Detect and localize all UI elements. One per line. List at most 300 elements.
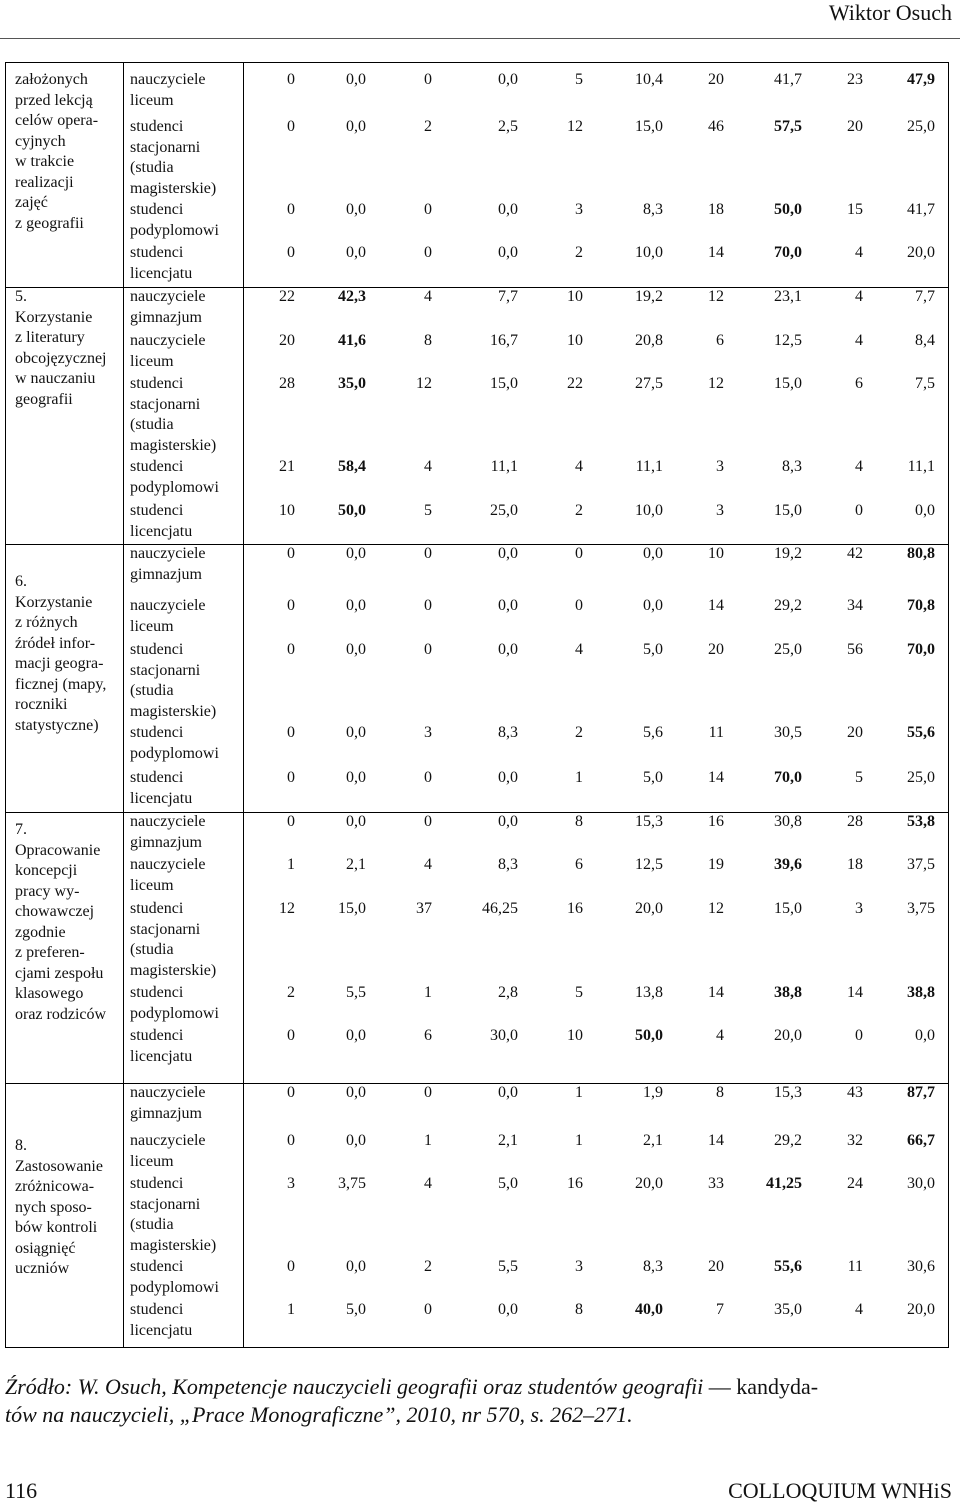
data-cell: 8: [424, 332, 432, 349]
respondent-group: [130, 768, 270, 809]
data-cell: 46: [708, 118, 724, 135]
topic-text: macji geogra-: [15, 655, 104, 672]
data-cell: 20,0: [907, 1301, 935, 1318]
respondent-group: [130, 457, 270, 498]
data-cell: 23: [847, 71, 863, 88]
data-cell: 14: [708, 769, 724, 786]
group-label: studenci: [130, 375, 184, 392]
data-cell: 0: [424, 813, 432, 830]
data-cell: 5,6: [643, 724, 663, 741]
data-cell: 0: [287, 545, 295, 562]
group-label: stacjonarni: [130, 920, 201, 938]
data-cell: 53,8: [907, 813, 935, 830]
group-label: nauczyciele: [130, 813, 206, 830]
data-cell: 19,2: [774, 545, 802, 562]
group-label: stacjonarni: [130, 395, 201, 413]
data-cell: 0: [424, 769, 432, 786]
data-cell: 7: [716, 1301, 724, 1318]
data-cell: 20,0: [907, 244, 935, 261]
topic-text: roczniki: [15, 696, 68, 713]
data-cell: 0,0: [346, 244, 366, 261]
data-cell: 5,5: [346, 984, 366, 1001]
data-cell: 7,5: [915, 375, 935, 392]
data-cell: 10,4: [635, 71, 663, 88]
group-label: studenci: [130, 1175, 184, 1192]
data-cell: 5,0: [498, 1175, 518, 1192]
respondent-group: [130, 1174, 270, 1256]
data-cell: 14: [708, 244, 724, 261]
data-cell: 1: [424, 984, 432, 1001]
topic-cell: [15, 1136, 123, 1280]
data-cell: 13,8: [635, 984, 663, 1001]
data-cell: 8: [575, 813, 583, 830]
data-cell: 14: [708, 984, 724, 1001]
data-cell: 20: [708, 71, 724, 88]
data-cell: 3: [424, 724, 432, 741]
data-cell: 1: [575, 1084, 583, 1101]
data-cell: 70,8: [907, 597, 935, 614]
group-label: studenci: [130, 244, 184, 261]
respondent-group: [130, 596, 270, 637]
topic-text: pracy wy-: [15, 882, 80, 900]
data-cell: 4: [424, 288, 432, 305]
data-cell: 20,0: [635, 900, 663, 917]
data-cell: 11: [708, 724, 724, 741]
respondent-group: [130, 983, 270, 1024]
data-cell: 12: [567, 118, 583, 135]
topic-text: zróżnicowa-: [15, 1178, 95, 1195]
data-cell: 30,8: [774, 813, 802, 830]
header-author: Wiktor Osuch: [828, 0, 952, 25]
topic-text: przed lekcją: [15, 91, 93, 109]
data-cell: 3,75: [338, 1175, 366, 1192]
data-cell: 0: [287, 1027, 295, 1044]
data-cell: 0,0: [346, 1132, 366, 1149]
group-label: studenci: [130, 1258, 184, 1275]
data-cell: 0,0: [346, 1027, 366, 1044]
data-cell: 20: [279, 332, 295, 349]
group-label: studenci: [130, 769, 184, 786]
data-cell: 11,1: [635, 458, 663, 475]
data-cell: 32: [847, 1132, 863, 1149]
data-cell: 8,3: [498, 856, 518, 873]
group-label: studenci: [130, 502, 184, 519]
data-cell: 30,6: [907, 1258, 935, 1275]
data-cell: 0,0: [498, 769, 518, 786]
data-cell: 8: [716, 1084, 724, 1101]
topic-text: źródeł infor-: [15, 634, 96, 652]
data-cell: 29,2: [774, 1132, 802, 1149]
respondent-group: [130, 855, 270, 896]
source-citation-line2: tów na nauczycieli, „Prace Monograficzne”, 2010, nr 570, s. 262–271.: [5, 1402, 633, 1427]
group-label: magisterskie): [130, 702, 217, 720]
data-cell: 28: [847, 813, 863, 830]
group-label: (studia: [130, 159, 174, 176]
topic-text: Korzystanie: [15, 593, 93, 611]
respondent-group: [130, 374, 270, 456]
data-cell: 0,0: [346, 1258, 366, 1275]
data-cell: 3: [575, 201, 583, 218]
topic-cell: [15, 820, 123, 1025]
data-cell: 1: [287, 1301, 295, 1318]
respondent-group: [130, 1131, 270, 1172]
group-label: liceum: [130, 352, 174, 370]
data-cell: 35,0: [338, 375, 366, 392]
data-cell: 15,3: [774, 1084, 802, 1101]
topic-text: cjami zespołu: [15, 964, 104, 982]
data-cell: 0: [424, 244, 432, 261]
data-cell: 18: [708, 201, 724, 218]
data-cell: 6: [575, 856, 583, 873]
data-cell: 80,8: [907, 545, 935, 562]
data-cell: 42,3: [338, 288, 366, 305]
data-cell: 0,0: [498, 545, 518, 562]
data-cell: 55,6: [907, 724, 935, 741]
group-label: gimnazjum: [130, 308, 202, 326]
group-label: licencjatu: [130, 789, 193, 807]
data-cell: 6: [424, 1027, 432, 1044]
data-cell: 2: [424, 118, 432, 135]
data-cell: 20,0: [635, 1175, 663, 1192]
data-table: [5, 62, 949, 1348]
group-label: liceum: [130, 876, 174, 894]
header-rule: [0, 38, 960, 39]
topic-text: oraz rodziców: [15, 1005, 107, 1023]
data-cell: 2: [287, 984, 295, 1001]
group-label: magisterskie): [130, 961, 217, 979]
data-cell: 8,4: [915, 332, 935, 349]
data-cell: 41,6: [338, 332, 366, 349]
data-cell: 25,0: [490, 502, 518, 519]
data-cell: 19,2: [635, 288, 663, 305]
data-cell: 39,6: [774, 856, 802, 873]
data-cell: 34: [847, 597, 863, 614]
data-cell: 20: [708, 1258, 724, 1275]
source-dash: — kandyda-: [708, 1374, 819, 1399]
data-cell: 4: [855, 1301, 863, 1318]
data-cell: 0,0: [346, 724, 366, 741]
data-cell: 87,7: [907, 1084, 935, 1101]
group-label: magisterskie): [130, 436, 217, 454]
data-cell: 8,3: [643, 1258, 663, 1275]
group-label: (studia: [130, 682, 174, 699]
data-cell: 30,0: [490, 1027, 518, 1044]
topic-text: Zastosowanie: [15, 1157, 103, 1175]
data-cell: 55,6: [774, 1258, 802, 1275]
data-cell: 10,0: [635, 244, 663, 261]
topic-text: nych sposo-: [15, 1198, 92, 1216]
topic-text: ficznej (mapy,: [15, 675, 107, 693]
data-cell: 15,3: [635, 813, 663, 830]
group-label: podyplomowi: [130, 221, 219, 239]
data-cell: 2,5: [498, 118, 518, 135]
data-cell: 14: [847, 984, 863, 1001]
group-label: magisterskie): [130, 179, 217, 197]
group-label: nauczyciele: [130, 1132, 206, 1149]
data-cell: 3: [716, 502, 724, 519]
data-cell: 12: [279, 900, 295, 917]
topic-text: z preferen-: [15, 944, 85, 961]
data-cell: 15,0: [635, 118, 663, 135]
data-cell: 0,0: [346, 201, 366, 218]
respondent-group: [130, 1257, 270, 1298]
group-label: podyplomowi: [130, 1278, 219, 1296]
data-cell: 2,1: [643, 1132, 663, 1149]
data-cell: 6: [716, 332, 724, 349]
data-cell: 5,0: [643, 769, 663, 786]
data-cell: 21: [279, 458, 295, 475]
respondent-group: [130, 501, 270, 542]
data-cell: 25,0: [907, 118, 935, 135]
data-cell: 38,8: [907, 984, 935, 1001]
respondent-group: [130, 1300, 270, 1341]
data-cell: 0: [287, 244, 295, 261]
data-cell: 0: [287, 118, 295, 135]
topic-text: z różnych: [15, 614, 78, 631]
data-cell: 50,0: [774, 201, 802, 218]
data-cell: 0: [424, 71, 432, 88]
data-cell: 25,0: [907, 769, 935, 786]
data-cell: 0,0: [346, 118, 366, 135]
data-cell: 2,1: [498, 1132, 518, 1149]
group-label: studenci: [130, 118, 184, 135]
respondent-group: [130, 331, 270, 372]
group-label: studenci: [130, 1027, 184, 1044]
data-cell: 1: [287, 856, 295, 873]
data-cell: 15,0: [774, 502, 802, 519]
topic-text: geografii: [15, 390, 73, 408]
data-cell: 0,0: [498, 201, 518, 218]
topic-text: zgodnie: [15, 923, 66, 941]
topic-cell: [15, 287, 123, 410]
data-cell: 27,5: [635, 375, 663, 392]
respondent-group: [130, 544, 270, 585]
group-label: podyplomowi: [130, 744, 219, 762]
group-label: liceum: [130, 617, 174, 635]
group-label: licencjatu: [130, 522, 193, 540]
journal-name: COLLOQUIUM WNHiS: [728, 1478, 952, 1503]
data-cell: 16: [708, 813, 724, 830]
data-cell: 15,0: [774, 375, 802, 392]
group-label: magisterskie): [130, 1236, 217, 1254]
data-cell: 33: [708, 1175, 724, 1192]
data-cell: 43: [847, 1084, 863, 1101]
data-cell: 0: [287, 201, 295, 218]
data-cell: 4: [716, 1027, 724, 1044]
data-cell: 3: [855, 900, 863, 917]
data-cell: 1: [424, 1132, 432, 1149]
data-cell: 0,0: [498, 597, 518, 614]
topic-text: 7.: [15, 821, 27, 838]
topic-text: bów kontroli: [15, 1219, 98, 1236]
data-cell: 19: [708, 856, 724, 873]
table-border-bottom: [5, 1347, 949, 1348]
data-cell: 12: [416, 375, 432, 392]
group-label: nauczyciele: [130, 332, 206, 349]
group-label: nauczyciele: [130, 71, 206, 88]
data-cell: 38,8: [774, 984, 802, 1001]
topic-text: 6.: [15, 573, 27, 590]
data-cell: 25,0: [774, 641, 802, 658]
data-cell: 5,5: [498, 1258, 518, 1275]
data-cell: 40,0: [635, 1301, 663, 1318]
data-cell: 0,0: [643, 545, 663, 562]
group-label: nauczyciele: [130, 1084, 206, 1101]
data-cell: 11,1: [490, 458, 518, 475]
data-cell: 5,0: [346, 1301, 366, 1318]
data-cell: 8,3: [643, 201, 663, 218]
respondent-group: [130, 117, 270, 199]
respondent-group: [130, 640, 270, 722]
topic-cell: [15, 572, 123, 736]
data-cell: 70,0: [774, 244, 802, 261]
data-cell: 3: [575, 1258, 583, 1275]
data-cell: 66,7: [907, 1132, 935, 1149]
data-cell: 10: [567, 288, 583, 305]
data-cell: 15,0: [774, 900, 802, 917]
group-label: studenci: [130, 724, 184, 741]
data-cell: 0,0: [346, 641, 366, 658]
data-cell: 4: [855, 288, 863, 305]
data-cell: 0,0: [346, 597, 366, 614]
data-cell: 28: [279, 375, 295, 392]
data-cell: 10: [279, 502, 295, 519]
data-cell: 11,1: [907, 458, 935, 475]
data-cell: 0,0: [346, 545, 366, 562]
data-cell: 12: [708, 375, 724, 392]
group-label: studenci: [130, 900, 184, 917]
data-cell: 8: [575, 1301, 583, 1318]
data-cell: 3: [287, 1175, 295, 1192]
topic-text: 8.: [15, 1137, 27, 1154]
data-cell: 4: [424, 856, 432, 873]
data-cell: 0,0: [498, 641, 518, 658]
data-cell: 70,0: [774, 769, 802, 786]
data-cell: 0: [575, 545, 583, 562]
data-cell: 4: [855, 244, 863, 261]
topic-text: realizacji: [15, 173, 74, 191]
data-cell: 22: [567, 375, 583, 392]
group-label: podyplomowi: [130, 1004, 219, 1022]
topic-text: Korzystanie: [15, 308, 93, 326]
data-cell: 2: [575, 502, 583, 519]
data-cell: 37: [416, 900, 432, 917]
group-label: nauczyciele: [130, 288, 206, 305]
data-cell: 0,0: [915, 502, 935, 519]
respondent-group: [130, 70, 270, 111]
data-cell: 5: [575, 71, 583, 88]
data-cell: 10: [567, 1027, 583, 1044]
data-cell: 1,9: [643, 1084, 663, 1101]
data-cell: 4: [855, 458, 863, 475]
topic-text: z literatury: [15, 329, 85, 346]
topic-text: Opracowanie: [15, 841, 101, 859]
data-cell: 5: [855, 769, 863, 786]
data-cell: 7,7: [498, 288, 518, 305]
data-cell: 37,5: [907, 856, 935, 873]
data-cell: 30,0: [907, 1175, 935, 1192]
data-cell: 0,0: [498, 71, 518, 88]
data-cell: 0,0: [643, 597, 663, 614]
table-border-topic: [123, 62, 124, 1348]
data-cell: 16,7: [490, 332, 518, 349]
respondent-group: [130, 1083, 270, 1124]
data-cell: 7,7: [915, 288, 935, 305]
source-note: [5, 1373, 955, 1429]
data-cell: 0: [287, 71, 295, 88]
topic-cell: [15, 70, 123, 234]
table-border-right: [948, 62, 949, 1348]
data-cell: 0,0: [346, 1084, 366, 1101]
data-cell: 2: [575, 724, 583, 741]
data-cell: 8,3: [782, 458, 802, 475]
data-cell: 0: [575, 597, 583, 614]
data-cell: 20,8: [635, 332, 663, 349]
data-cell: 10,0: [635, 502, 663, 519]
data-cell: 0: [287, 641, 295, 658]
data-cell: 12: [708, 900, 724, 917]
data-cell: 50,0: [338, 502, 366, 519]
data-cell: 23,1: [774, 288, 802, 305]
group-label: liceum: [130, 1152, 174, 1170]
group-label: liceum: [130, 91, 174, 109]
data-cell: 0: [287, 597, 295, 614]
group-label: licencjatu: [130, 1047, 193, 1065]
data-cell: 8,3: [498, 724, 518, 741]
data-cell: 4: [575, 458, 583, 475]
page-number: 116: [5, 1478, 38, 1503]
data-cell: 20: [847, 724, 863, 741]
data-cell: 2: [424, 1258, 432, 1275]
group-label: licencjatu: [130, 264, 193, 282]
data-cell: 2,1: [346, 856, 366, 873]
data-cell: 11: [847, 1258, 863, 1275]
data-cell: 3: [716, 458, 724, 475]
data-cell: 12,5: [774, 332, 802, 349]
topic-text: z geografii: [15, 214, 84, 232]
data-cell: 1: [575, 1132, 583, 1149]
data-cell: 47,9: [907, 71, 935, 88]
data-cell: 20: [847, 118, 863, 135]
group-label: gimnazjum: [130, 833, 202, 851]
data-cell: 4: [424, 1175, 432, 1192]
group-label: nauczyciele: [130, 856, 206, 873]
data-cell: 4: [855, 332, 863, 349]
data-cell: 0,0: [915, 1027, 935, 1044]
group-label: stacjonarni: [130, 661, 201, 679]
data-cell: 0: [424, 545, 432, 562]
data-cell: 5,0: [643, 641, 663, 658]
data-cell: 5: [424, 502, 432, 519]
data-cell: 20,0: [774, 1027, 802, 1044]
group-label: studenci: [130, 201, 184, 218]
topic-text: chowawczej: [15, 903, 95, 920]
data-cell: 5: [575, 984, 583, 1001]
data-cell: 10: [567, 332, 583, 349]
data-cell: 1: [575, 769, 583, 786]
data-cell: 10: [708, 545, 724, 562]
data-cell: 70,0: [907, 641, 935, 658]
data-cell: 22: [279, 288, 295, 305]
group-label: studenci: [130, 641, 184, 658]
data-cell: 2,8: [498, 984, 518, 1001]
data-cell: 0: [287, 1132, 295, 1149]
data-cell: 0: [287, 724, 295, 741]
data-cell: 0,0: [498, 244, 518, 261]
group-label: studenci: [130, 1301, 184, 1318]
data-cell: 0: [424, 597, 432, 614]
topic-text: klasowego: [15, 985, 84, 1002]
